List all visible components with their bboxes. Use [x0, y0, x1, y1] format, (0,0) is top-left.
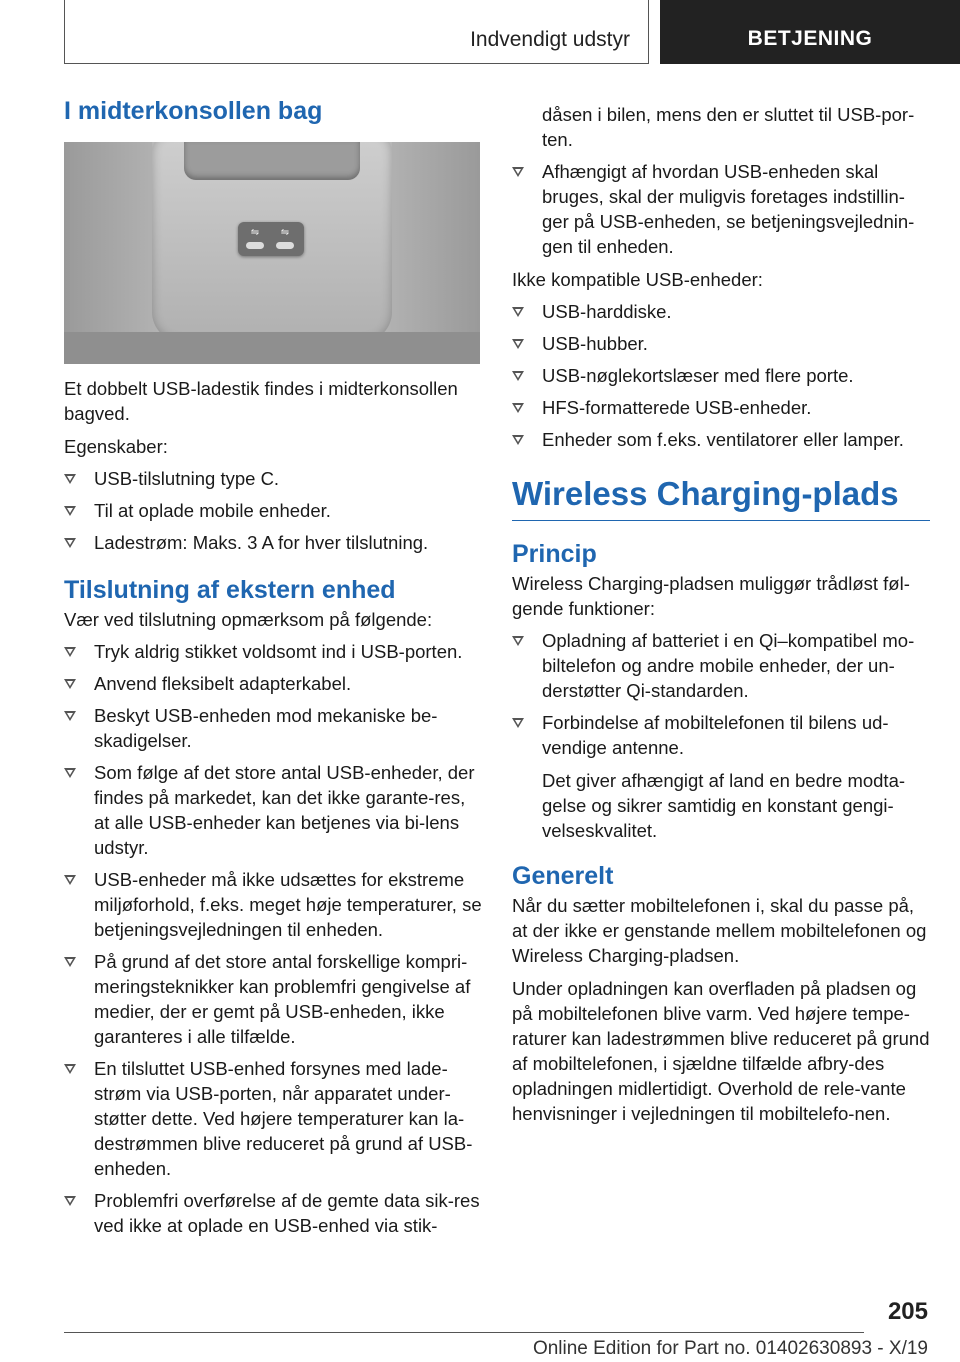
triangle-bullet-icon	[64, 711, 76, 721]
usb-icon: ⇋	[250, 227, 260, 238]
triangle-bullet-icon	[512, 718, 524, 728]
list-item: På grund af det store antal forskellige kompri-meringsteknikker kan problemfri gengivelse af medier, der er gemt på USB-enheden, ikke garanteres i alle tilfælde.	[64, 949, 482, 1049]
intro-paragraph: Et dobbelt USB-ladestik findes i midterkonsollen bagved.	[64, 378, 458, 424]
triangle-bullet-icon	[64, 647, 76, 657]
incompatible-label: Ikke kompatible USB-enheder:	[512, 269, 763, 290]
list-item: USB-tilslutning type C.	[64, 466, 482, 491]
list-item: USB-nøglekortslæser med flere porte.	[512, 363, 930, 388]
triangle-bullet-icon	[64, 679, 76, 689]
list-item: Problemfri overførelse af de gemte data sik-res ved ikke at oplade en USB-enhed via stik-	[64, 1188, 482, 1238]
heading-external-device: Tilslutning af ekstern enhed	[64, 576, 396, 604]
usb-icon: ⇋	[280, 227, 290, 238]
external-intro: Vær ved tilslutning opmærksom på følgende:	[64, 609, 433, 630]
right-column	[512, 102, 930, 1126]
triangle-bullet-icon	[512, 636, 524, 646]
properties-list	[64, 466, 482, 555]
heading-principle: Princip	[512, 540, 597, 568]
header-section-title: Indvendigt udstyr	[470, 28, 630, 51]
list-item: Tryk aldrig stikket voldsomt ind i USB-porten.	[64, 639, 482, 664]
list-item: USB-enheder må ikke udsættes for ekstreme miljøforhold, f.eks. meget høje temperaturer, se betjeningsvejledningen til enheden.	[64, 867, 482, 942]
general-paragraph-2: Under opladningen kan overfladen på pladsen og på mobiltelefonen blive varm. Ved højere tempe-raturer kan ladestrømmen blive reduceret på grund af mobiltelefonen, i sjældne tilfælde afbry-des opladningen midlertidigt. Overhold de rele-vante henvisninger i vejledningen til mobiltelefo-nen.	[512, 978, 930, 1124]
list-item-continued: dåsen i bilen, mens den er sluttet til USB-por-ten.	[542, 104, 915, 150]
header-chapter-tab: BETJENING	[660, 0, 960, 64]
triangle-bullet-icon	[512, 167, 524, 177]
list-item: Opladning af batteriet i en Qi–kompatibel mo-biltelefon og andre mobile enheder, der un-derstøtter Qi-standarden.	[512, 628, 930, 703]
left-column	[64, 96, 482, 1238]
triangle-bullet-icon	[64, 506, 76, 516]
triangle-bullet-icon	[64, 768, 76, 778]
heading-general: Generelt	[512, 862, 614, 890]
principle-list	[512, 628, 930, 843]
triangle-bullet-icon	[512, 307, 524, 317]
list-item: En tilsluttet USB-enhed forsynes med lade-strøm via USB-porten, når apparatet under-støtter dette. Ved højere temperaturer kan la-destrømmen blive reduceret på grund af USB-enheden.	[64, 1056, 482, 1181]
page-header	[0, 0, 960, 66]
list-item: USB-harddiske.	[512, 299, 930, 324]
general-paragraph-1: Når du sætter mobiltelefonen i, skal du passe på, at der ikke er genstande mellem mobiltelefonen og Wireless Charging-pladsen.	[512, 895, 927, 966]
incompatible-list	[512, 299, 930, 452]
triangle-bullet-icon	[64, 1196, 76, 1206]
list-item: Enheder som f.eks. ventilatorer eller lamper.	[512, 427, 930, 452]
triangle-bullet-icon	[64, 875, 76, 885]
list-item: USB-hubber.	[512, 331, 930, 356]
list-item: Afhængigt af hvordan USB-enheden skal bruges, skal der muligvis foretages indstillin-ger på USB-enheden, se betjeningsvejlednin-gen til enheden.	[512, 159, 930, 259]
heading-wireless-charging: Wireless Charging-plads	[512, 475, 899, 512]
list-item: Forbindelse af mobiltelefonen til bilens ud-vendige antenne.	[512, 710, 930, 760]
triangle-bullet-icon	[64, 538, 76, 548]
usb-ports-photo	[64, 142, 480, 364]
wireless-heading-block	[512, 474, 930, 521]
external-list	[64, 639, 482, 1238]
triangle-bullet-icon	[64, 474, 76, 484]
list-item: Som følge af det store antal USB-enheder, der findes på markedet, kan det ikke garante-res, at alle USB-enheder kan betjenes via bi-lens udstyr.	[64, 760, 482, 860]
triangle-bullet-icon	[512, 339, 524, 349]
list-item: Beskyt USB-enheden mod mekaniske be-skadigelser.	[64, 703, 482, 753]
principle-intro: Wireless Charging-pladsen muliggør trådløst føl-gende funktioner:	[512, 573, 910, 619]
page-number: 205	[887, 1298, 928, 1325]
triangle-bullet-icon	[64, 1064, 76, 1074]
footer-divider	[64, 1332, 864, 1333]
list-item-note: Det giver afhængigt af land en bedre modta-gelse og sikrer samtidig en konstant gengi-velseskvalitet.	[542, 770, 906, 841]
heading-rear-console: I midterkonsollen bag	[64, 97, 323, 125]
footer-edition: Online Edition for Part no. 01402630893 - X/19	[532, 1338, 928, 1359]
list-item: Ladestrøm: Maks. 3 A for hver tilslutning.	[64, 530, 482, 555]
triangle-bullet-icon	[512, 435, 524, 445]
list-item: HFS-formatterede USB-enheder.	[512, 395, 930, 420]
properties-label: Egenskaber:	[64, 436, 168, 457]
list-item: Til at oplade mobile enheder.	[64, 498, 482, 523]
triangle-bullet-icon	[512, 371, 524, 381]
triangle-bullet-icon	[64, 957, 76, 967]
usb-port-socket	[238, 222, 304, 256]
list-item: Anvend fleksibelt adapterkabel.	[64, 671, 482, 696]
triangle-bullet-icon	[512, 403, 524, 413]
